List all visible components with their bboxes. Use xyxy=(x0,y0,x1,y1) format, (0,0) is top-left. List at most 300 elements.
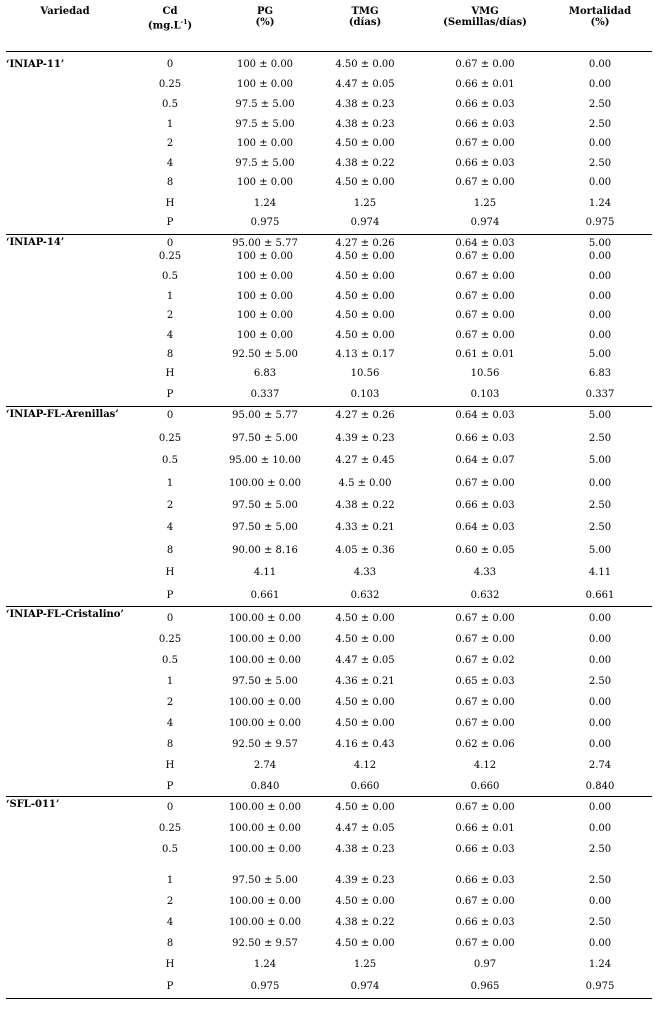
cell-tmg: 4.50 ± 0.00 xyxy=(335,634,395,645)
cell-pg: 2.74 xyxy=(253,760,277,771)
cell-pg: 97.50 ± 5.00 xyxy=(232,522,298,533)
cell-cd: 2 xyxy=(166,500,174,511)
cell-pg: 97.50 ± 5.00 xyxy=(232,875,298,886)
table-row xyxy=(0,98,657,112)
cell-tmg: 4.33 ± 0.21 xyxy=(335,522,395,533)
table-row xyxy=(0,717,657,731)
table-row xyxy=(0,216,657,230)
cell-vmg: 0.66 ± 0.03 xyxy=(455,917,515,928)
cell-tmg: 4.38 ± 0.22 xyxy=(335,158,395,169)
cell-pg: 0.975 xyxy=(250,217,280,228)
cell-cd: 0.25 xyxy=(158,79,182,90)
cell-mort: 0.661 xyxy=(585,590,615,601)
header-vmg xyxy=(430,6,540,28)
table-row xyxy=(0,566,657,580)
cell-vmg: 0.67 ± 0.00 xyxy=(455,138,515,149)
cell-vmg: 0.67 ± 0.00 xyxy=(455,802,515,813)
cell-cd: 2 xyxy=(166,310,174,321)
variety-name: ‘INIAP-14’ xyxy=(6,237,65,248)
cell-cd: 0.5 xyxy=(162,271,178,282)
cell-pg: 100 ± 0.00 xyxy=(236,291,294,302)
header-mortalidad-label: Mortalidad xyxy=(568,6,632,17)
cell-mort: 2.50 xyxy=(588,917,612,928)
cell-vmg: 0.67 ± 0.00 xyxy=(455,59,515,70)
cell-mort: 5.00 xyxy=(588,545,612,556)
table-row xyxy=(0,780,657,794)
table-row xyxy=(0,738,657,752)
table-row xyxy=(0,348,657,362)
cell-cd: H xyxy=(165,198,175,209)
cell-pg: 100 ± 0.00 xyxy=(236,177,294,188)
cell-vmg: 0.67 ± 0.00 xyxy=(455,718,515,729)
cell-vmg: 0.66 ± 0.03 xyxy=(455,875,515,886)
variety-name: ‘INIAP-FL-Arenillas’ xyxy=(6,409,119,420)
cell-cd: H xyxy=(165,368,175,379)
cell-vmg: 0.103 xyxy=(470,389,500,400)
cell-tmg: 4.50 ± 0.00 xyxy=(335,697,395,708)
cell-cd: 8 xyxy=(166,177,174,188)
cell-mort: 1.24 xyxy=(588,198,612,209)
cell-tmg: 4.50 ± 0.00 xyxy=(335,938,395,949)
table-row xyxy=(0,290,657,304)
cell-vmg: 0.660 xyxy=(470,781,500,792)
cell-tmg: 4.27 ± 0.45 xyxy=(335,455,395,466)
table-row xyxy=(0,157,657,171)
table-row xyxy=(0,477,657,491)
cell-pg: 100 ± 0.00 xyxy=(236,138,294,149)
cell-cd: 1 xyxy=(166,875,174,886)
cell-tmg: 4.38 ± 0.22 xyxy=(335,500,395,511)
cell-vmg: 0.65 ± 0.03 xyxy=(455,676,515,687)
cell-cd: H xyxy=(165,959,175,970)
cell-tmg: 4.50 ± 0.00 xyxy=(335,896,395,907)
table-row xyxy=(0,137,657,151)
cell-tmg: 4.05 ± 0.36 xyxy=(335,545,395,556)
cell-cd: H xyxy=(165,760,175,771)
cell-cd: 8 xyxy=(166,545,174,556)
cell-mort: 0.00 xyxy=(588,697,612,708)
group-divider xyxy=(6,796,652,797)
table-row xyxy=(0,759,657,773)
table-row xyxy=(0,937,657,951)
cell-vmg: 0.66 ± 0.03 xyxy=(455,844,515,855)
cell-vmg: 0.632 xyxy=(470,590,500,601)
cell-mort: 1.24 xyxy=(588,959,612,970)
cell-mort: 2.50 xyxy=(588,99,612,110)
cell-pg: 100 ± 0.00 xyxy=(236,310,294,321)
cell-vmg: 0.66 ± 0.01 xyxy=(455,79,515,90)
cell-vmg: 0.67 ± 0.00 xyxy=(455,251,515,262)
header-mortalidad xyxy=(560,6,640,28)
cell-tmg: 4.38 ± 0.23 xyxy=(335,99,395,110)
cell-vmg: 0.66 ± 0.03 xyxy=(455,158,515,169)
table-row xyxy=(0,454,657,468)
table-row xyxy=(0,58,657,72)
cell-mort: 2.50 xyxy=(588,433,612,444)
cell-pg: 97.50 ± 5.00 xyxy=(232,433,298,444)
cell-tmg: 1.25 xyxy=(353,959,377,970)
cell-tmg: 4.16 ± 0.43 xyxy=(335,739,395,750)
table-row xyxy=(0,916,657,930)
cell-pg: 92.50 ± 9.57 xyxy=(232,938,298,949)
cell-cd: 1 xyxy=(166,676,174,687)
header-cd-unit-end: ) xyxy=(187,20,193,32)
cell-cd: 1 xyxy=(166,119,174,130)
cell-cd: P xyxy=(166,217,174,228)
table-row xyxy=(0,409,657,423)
cell-tmg: 4.50 ± 0.00 xyxy=(335,59,395,70)
cell-tmg: 0.660 xyxy=(350,781,380,792)
cell-mort: 0.337 xyxy=(585,389,615,400)
cell-pg: 97.5 ± 5.00 xyxy=(235,119,295,130)
cell-mort: 0.00 xyxy=(588,271,612,282)
cell-vmg: 0.97 xyxy=(473,959,497,970)
cell-tmg: 4.36 ± 0.21 xyxy=(335,676,395,687)
cell-tmg: 4.38 ± 0.22 xyxy=(335,917,395,928)
cell-vmg: 0.67 ± 0.00 xyxy=(455,613,515,624)
header-divider xyxy=(6,51,652,52)
cell-tmg: 4.50 ± 0.00 xyxy=(335,271,395,282)
cell-pg: 1.24 xyxy=(253,959,277,970)
cell-tmg: 0.974 xyxy=(350,217,380,228)
cell-vmg: 0.67 ± 0.00 xyxy=(455,896,515,907)
cell-vmg: 0.64 ± 0.07 xyxy=(455,455,515,466)
cell-mort: 0.00 xyxy=(588,802,612,813)
cell-mort: 2.50 xyxy=(588,844,612,855)
cell-tmg: 4.12 xyxy=(353,760,377,771)
table-row xyxy=(0,250,657,264)
table-row xyxy=(0,675,657,689)
table-row xyxy=(0,176,657,190)
header-tmg-unit: (días) xyxy=(348,17,382,28)
cell-vmg: 1.25 xyxy=(473,198,497,209)
variety-name: ‘INIAP-11’ xyxy=(6,59,65,70)
cell-cd: 8 xyxy=(166,739,174,750)
cell-tmg: 4.27 ± 0.26 xyxy=(335,410,395,421)
cell-pg: 4.11 xyxy=(253,567,277,578)
cell-cd: 4 xyxy=(166,522,174,533)
cell-cd: P xyxy=(166,590,174,601)
table-row xyxy=(0,432,657,446)
header-tmg xyxy=(325,6,405,28)
table-row xyxy=(0,633,657,647)
cell-mort: 2.50 xyxy=(588,119,612,130)
header-variedad xyxy=(20,6,110,17)
table-row xyxy=(0,696,657,710)
cell-vmg: 10.56 xyxy=(470,368,500,379)
cell-mort: 0.00 xyxy=(588,177,612,188)
cell-cd: 8 xyxy=(166,938,174,949)
table-row xyxy=(0,843,657,857)
cell-mort: 2.74 xyxy=(588,760,612,771)
cell-mort: 0.840 xyxy=(585,781,615,792)
cell-pg: 92.50 ± 9.57 xyxy=(232,739,298,750)
cell-pg: 100.00 ± 0.00 xyxy=(229,697,301,708)
cell-mort: 0.00 xyxy=(588,310,612,321)
cell-mort: 5.00 xyxy=(588,455,612,466)
cell-mort: 6.83 xyxy=(588,368,612,379)
cell-mort: 2.50 xyxy=(588,500,612,511)
cell-mort: 0.00 xyxy=(588,718,612,729)
cell-pg: 100 ± 0.00 xyxy=(236,330,294,341)
cell-vmg: 0.965 xyxy=(470,981,500,992)
cell-pg: 92.50 ± 5.00 xyxy=(232,349,298,360)
header-cd-label: Cd xyxy=(162,6,178,17)
cell-vmg: 0.67 ± 0.00 xyxy=(455,478,515,489)
cell-cd: 0.5 xyxy=(162,655,178,666)
cell-cd: 4 xyxy=(166,917,174,928)
cell-cd: 0.25 xyxy=(158,433,182,444)
cell-cd: 2 xyxy=(166,138,174,149)
cell-pg: 100 ± 0.00 xyxy=(236,271,294,282)
table-row xyxy=(0,499,657,513)
table-row xyxy=(0,544,657,558)
cell-tmg: 4.13 ± 0.17 xyxy=(335,349,395,360)
cell-tmg: 4.50 ± 0.00 xyxy=(335,330,395,341)
header-cd-unit-text: (mg.L xyxy=(147,20,181,32)
cell-mort: 2.50 xyxy=(588,875,612,886)
table-row xyxy=(0,197,657,211)
cell-tmg: 4.50 ± 0.00 xyxy=(335,613,395,624)
cell-vmg: 0.67 ± 0.00 xyxy=(455,697,515,708)
table-row xyxy=(0,78,657,92)
table-row xyxy=(0,958,657,972)
cell-pg: 100.00 ± 0.00 xyxy=(229,655,301,666)
header-tmg-label: TMG xyxy=(351,6,379,17)
cell-mort: 0.00 xyxy=(588,330,612,341)
cell-pg: 0.840 xyxy=(250,781,280,792)
header-pg-label: PG xyxy=(256,6,274,17)
cell-tmg: 4.39 ± 0.23 xyxy=(335,433,395,444)
cell-mort: 0.00 xyxy=(588,938,612,949)
cell-mort: 0.00 xyxy=(588,739,612,750)
cell-mort: 5.00 xyxy=(588,238,612,249)
table-row xyxy=(0,367,657,381)
table-row xyxy=(0,270,657,284)
cell-pg: 100.00 ± 0.00 xyxy=(229,896,301,907)
cell-tmg: 4.50 ± 0.00 xyxy=(335,310,395,321)
cell-pg: 0.975 xyxy=(250,981,280,992)
table-row xyxy=(0,654,657,668)
cell-cd: 4 xyxy=(166,330,174,341)
cell-cd: P xyxy=(166,389,174,400)
cell-tmg: 4.47 ± 0.05 xyxy=(335,655,395,666)
cell-pg: 100.00 ± 0.00 xyxy=(229,823,301,834)
cell-tmg: 4.39 ± 0.23 xyxy=(335,875,395,886)
cell-cd: 0 xyxy=(166,238,174,249)
cell-vmg: 0.64 ± 0.03 xyxy=(455,238,515,249)
cell-cd: P xyxy=(166,981,174,992)
table-header xyxy=(0,0,657,52)
cell-pg: 6.83 xyxy=(253,368,277,379)
cell-vmg: 0.60 ± 0.05 xyxy=(455,545,515,556)
table-row xyxy=(0,521,657,535)
cell-mort: 5.00 xyxy=(588,349,612,360)
cell-tmg: 4.33 xyxy=(353,567,377,578)
cell-mort: 0.00 xyxy=(588,634,612,645)
cell-vmg: 4.33 xyxy=(473,567,497,578)
cell-tmg: 0.632 xyxy=(350,590,380,601)
cell-tmg: 0.974 xyxy=(350,981,380,992)
cell-vmg: 0.66 ± 0.01 xyxy=(455,823,515,834)
cell-mort: 4.11 xyxy=(588,567,612,578)
cell-pg: 97.50 ± 5.00 xyxy=(232,676,298,687)
cell-pg: 97.5 ± 5.00 xyxy=(235,99,295,110)
group-divider xyxy=(6,606,652,607)
cell-tmg: 4.38 ± 0.23 xyxy=(335,119,395,130)
cell-cd: 4 xyxy=(166,158,174,169)
cell-pg: 97.50 ± 5.00 xyxy=(232,500,298,511)
cell-mort: 0.00 xyxy=(588,823,612,834)
cell-vmg: 0.67 ± 0.00 xyxy=(455,330,515,341)
cell-vmg: 0.67 ± 0.00 xyxy=(455,291,515,302)
cell-tmg: 4.50 ± 0.00 xyxy=(335,802,395,813)
cell-cd: 4 xyxy=(166,718,174,729)
table-row xyxy=(0,980,657,994)
table-row xyxy=(0,874,657,888)
cell-vmg: 4.12 xyxy=(473,760,497,771)
cell-mort: 0.00 xyxy=(588,138,612,149)
cell-mort: 0.00 xyxy=(588,251,612,262)
header-mortalidad-unit: (%) xyxy=(590,17,610,28)
table-row xyxy=(0,801,657,815)
cell-pg: 100 ± 0.00 xyxy=(236,79,294,90)
group-divider xyxy=(6,234,652,235)
cell-pg: 100.00 ± 0.00 xyxy=(229,802,301,813)
cell-tmg: 4.50 ± 0.00 xyxy=(335,251,395,262)
cell-mort: 2.50 xyxy=(588,522,612,533)
cell-cd: 0 xyxy=(166,802,174,813)
table-row xyxy=(0,329,657,343)
cell-cd: H xyxy=(165,567,175,578)
cell-pg: 97.5 ± 5.00 xyxy=(235,158,295,169)
cell-cd: 0 xyxy=(166,613,174,624)
cell-cd: 0.25 xyxy=(158,634,182,645)
cell-pg: 100 ± 0.00 xyxy=(236,251,294,262)
cell-pg: 95.00 ± 10.00 xyxy=(229,455,301,466)
cell-mort: 2.50 xyxy=(588,158,612,169)
cell-cd: 0.5 xyxy=(162,844,178,855)
cell-cd: 2 xyxy=(166,896,174,907)
cell-mort: 0.975 xyxy=(585,981,615,992)
cell-cd: 0.25 xyxy=(158,251,182,262)
cell-pg: 100.00 ± 0.00 xyxy=(229,478,301,489)
table-row xyxy=(0,822,657,836)
cell-pg: 100.00 ± 0.00 xyxy=(229,634,301,645)
cell-tmg: 4.47 ± 0.05 xyxy=(335,823,395,834)
header-variedad-label: Variedad xyxy=(40,6,90,17)
cell-vmg: 0.67 ± 0.00 xyxy=(455,271,515,282)
cell-cd: 8 xyxy=(166,349,174,360)
cell-tmg: 4.38 ± 0.23 xyxy=(335,844,395,855)
cell-cd: 0.25 xyxy=(158,823,182,834)
cell-mort: 5.00 xyxy=(588,410,612,421)
cell-vmg: 0.64 ± 0.03 xyxy=(455,522,515,533)
cell-vmg: 0.62 ± 0.06 xyxy=(455,739,515,750)
cell-cd: 1 xyxy=(166,291,174,302)
cell-pg: 90.00 ± 8.16 xyxy=(232,545,298,556)
cell-vmg: 0.61 ± 0.01 xyxy=(455,349,515,360)
cell-pg: 0.337 xyxy=(250,389,280,400)
cell-cd: 0 xyxy=(166,59,174,70)
cell-vmg: 0.974 xyxy=(470,217,500,228)
cell-mort: 0.00 xyxy=(588,79,612,90)
variety-name: ‘INIAP-FL-Cristalino’ xyxy=(6,609,124,620)
table-row xyxy=(0,612,657,626)
table-row xyxy=(0,118,657,132)
table-row xyxy=(0,589,657,603)
cell-mort: 0.00 xyxy=(588,896,612,907)
cell-cd: 0 xyxy=(166,410,174,421)
table-row xyxy=(0,388,657,402)
cell-pg: 100.00 ± 0.00 xyxy=(229,718,301,729)
header-pg xyxy=(225,6,305,28)
header-pg-unit: (%) xyxy=(255,17,275,28)
cell-mort: 0.975 xyxy=(585,217,615,228)
cell-vmg: 0.66 ± 0.03 xyxy=(455,433,515,444)
cell-cd: P xyxy=(166,781,174,792)
cell-mort: 0.00 xyxy=(588,59,612,70)
cell-tmg: 1.25 xyxy=(353,198,377,209)
table-bottom-rule xyxy=(6,998,652,999)
group-divider xyxy=(6,406,652,407)
cell-cd: 2 xyxy=(166,697,174,708)
cell-mort: 0.00 xyxy=(588,478,612,489)
table-row xyxy=(0,309,657,323)
cell-vmg: 0.67 ± 0.00 xyxy=(455,177,515,188)
cell-tmg: 4.5 ± 0.00 xyxy=(338,478,392,489)
cell-vmg: 0.67 ± 0.00 xyxy=(455,634,515,645)
variety-name: ‘SFL-011’ xyxy=(6,799,60,810)
cell-vmg: 0.66 ± 0.03 xyxy=(455,500,515,511)
table-row xyxy=(0,895,657,909)
cell-cd: 0.5 xyxy=(162,99,178,110)
cell-pg: 100.00 ± 0.00 xyxy=(229,613,301,624)
cell-mort: 2.50 xyxy=(588,676,612,687)
cell-mort: 0.00 xyxy=(588,291,612,302)
header-vmg-unit: (Semillas/días) xyxy=(443,17,527,28)
table-row xyxy=(0,237,657,251)
cell-vmg: 0.64 ± 0.03 xyxy=(455,410,515,421)
cell-cd: 1 xyxy=(166,478,174,489)
cell-pg: 100 ± 0.00 xyxy=(236,59,294,70)
cell-vmg: 0.67 ± 0.00 xyxy=(455,310,515,321)
cell-pg: 95.00 ± 5.77 xyxy=(232,410,298,421)
cell-tmg: 4.50 ± 0.00 xyxy=(335,291,395,302)
cell-vmg: 0.66 ± 0.03 xyxy=(455,99,515,110)
cell-pg: 100.00 ± 0.00 xyxy=(229,917,301,928)
cell-tmg: 4.27 ± 0.26 xyxy=(335,238,395,249)
cell-cd: 0.5 xyxy=(162,455,178,466)
cell-pg: 1.24 xyxy=(253,198,277,209)
cell-tmg: 10.56 xyxy=(350,368,380,379)
cell-mort: 0.00 xyxy=(588,655,612,666)
cell-tmg: 4.50 ± 0.00 xyxy=(335,177,395,188)
header-cd xyxy=(140,6,200,31)
cell-tmg: 4.47 ± 0.05 xyxy=(335,79,395,90)
header-cd-unit xyxy=(140,17,200,31)
cell-tmg: 0.103 xyxy=(350,389,380,400)
cell-pg: 95.00 ± 5.77 xyxy=(232,238,298,249)
cell-vmg: 0.66 ± 0.03 xyxy=(455,119,515,130)
header-cd-unit-sup: -1 xyxy=(180,19,188,26)
cell-vmg: 0.67 ± 0.02 xyxy=(455,655,515,666)
cell-pg: 100.00 ± 0.00 xyxy=(229,844,301,855)
cell-tmg: 4.50 ± 0.00 xyxy=(335,138,395,149)
cell-tmg: 4.50 ± 0.00 xyxy=(335,718,395,729)
cell-mort: 0.00 xyxy=(588,613,612,624)
header-vmg-label: VMG xyxy=(471,6,499,17)
